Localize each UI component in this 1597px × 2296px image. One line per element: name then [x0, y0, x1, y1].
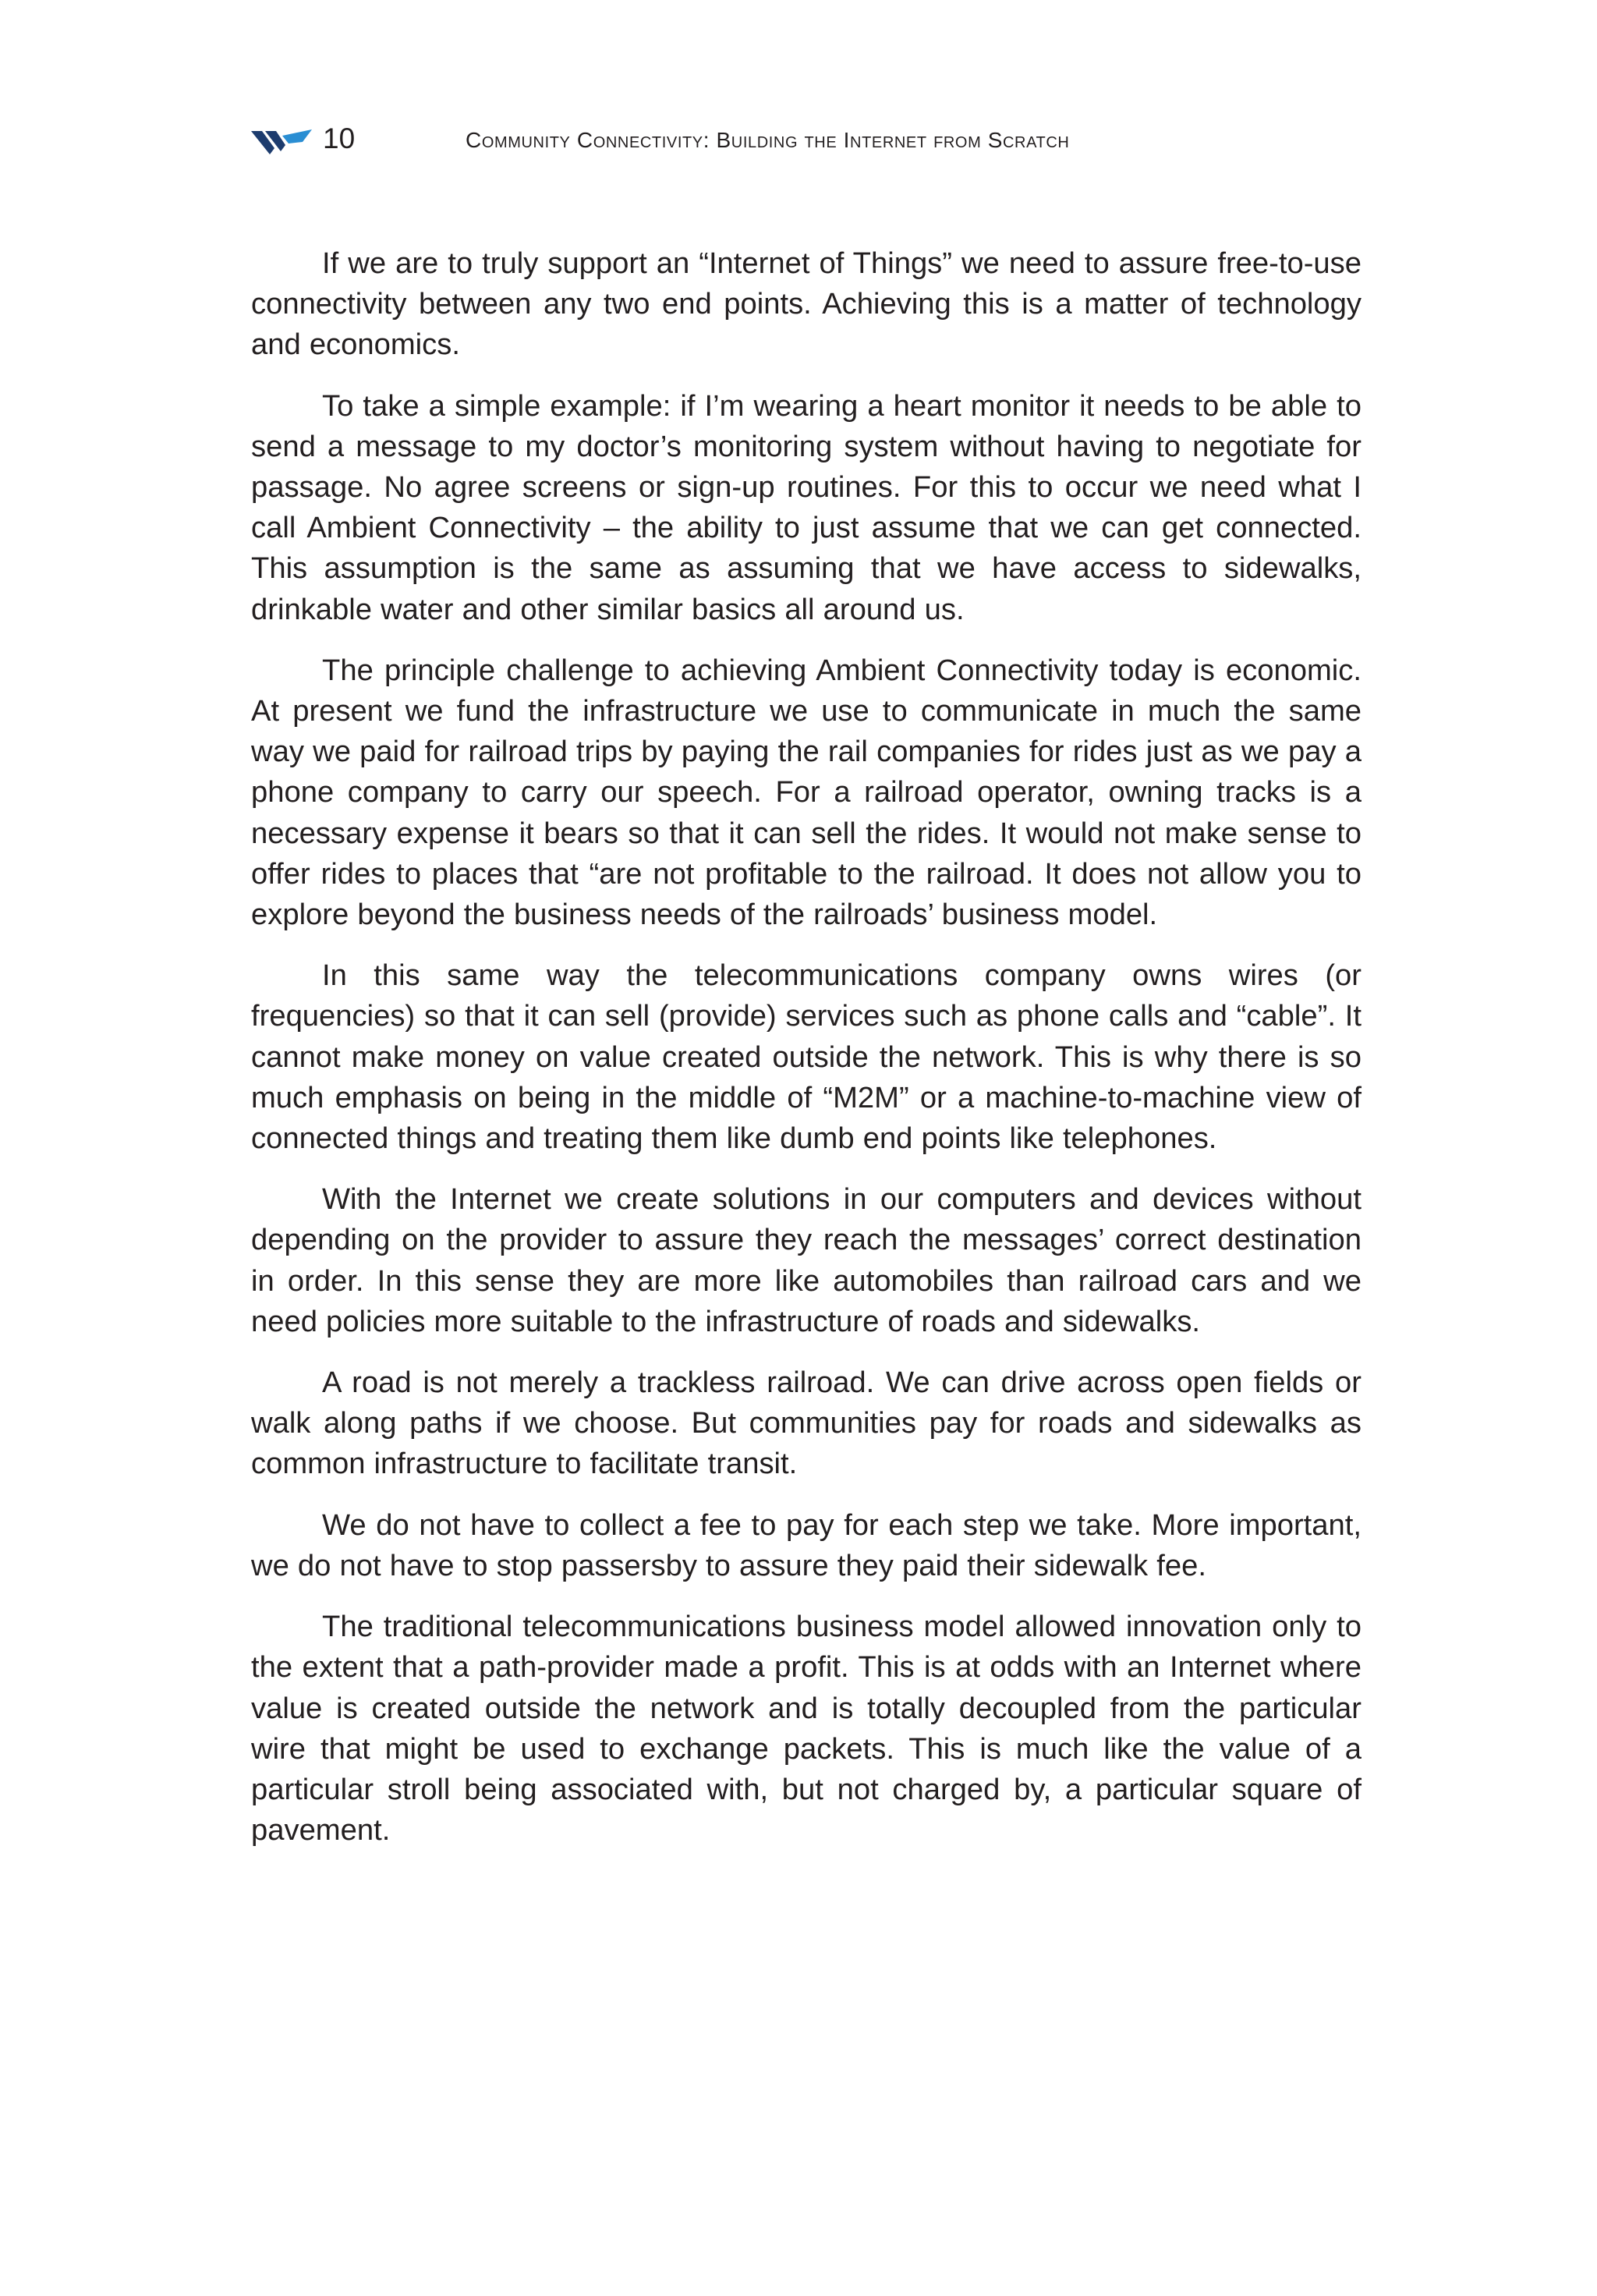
running-head: Community Connectivity: Building the Internet from Scratch: [466, 128, 1070, 152]
paragraph: With the Internet we create solutions in our computers and devices without depending on the provider to assure they reach the messages’ correct destination in order. In this sense they are more like automobiles than railroad cars and we need policies more suitable to the infrastructure of roads and sidewalks.: [251, 1182, 1362, 1338]
paragraph: The principle challenge to achieving Ambient Connectivity today is economic. At present we fund the infrastructure we use to communicate in much the same way we paid for railroad trips by paying the rail companies for rides just as we pay a phone company to carry our speech. For a railroad operator, owning tracks is a necessary expense it bears so that it can sell the rides. It would not make sense to offer rides to places that “are not profitable to the railroad. It does not allow you to explore beyond the business needs of the railroads’ business model.: [251, 653, 1362, 932]
paragraph: The traditional telecommunications business model allowed innovation only to the extent that a path-provider made a profit. This is at odds with an Internet where value is created outside the network and is totally decoupled from the particular wire that might be used to exchange packets. This is much like the value of a particular stroll being associated with, but not charged by, a particular square of pavement.: [251, 1610, 1362, 1848]
body-text: [251, 243, 1362, 1871]
paragraph: We do not have to collect a fee to pay for each step we take. More important, we do not have to stop passersby to assure they paid their sidewalk fee.: [251, 1508, 1362, 1582]
paragraph: To take a simple example: if I’m wearing a heart monitor it needs to be able to send a message to my doctor’s monitoring system without having to negotiate for passage. No agree screens or sign-up routines. For this to occur we need what I call Ambient Connectivity – the ability to just assume that we can get connected. This assumption is the same as assuming that we have access to sidewalks, drinkable water and other similar basics all around us.: [251, 388, 1362, 626]
page-number: 10: [323, 122, 356, 154]
paragraph: A road is not merely a trackless railroad. We can drive across open fields or walk along paths if we choose. But communities pay for roads and sidewalks as common infrastructure to facilitate transit.: [251, 1366, 1362, 1481]
paragraph: In this same way the telecommunications company owns wires (or frequencies) so that it can sell (provide) services such as phone calls and “cable”. It cannot make money on value created outside the network. This is why there is so much emphasis on being in the middle of “M2M” or a machine-to-machine view of connected things and treating them like dumb end points like telephones.: [251, 958, 1362, 1156]
publisher-chevron-logo-icon: [251, 128, 312, 156]
paragraph: If we are to truly support an “Internet of Things” we need to assure free-to-use connectivity between any two end points. Achieving this is a matter of technology and economics.: [251, 246, 1362, 362]
page-header: [251, 117, 1358, 164]
